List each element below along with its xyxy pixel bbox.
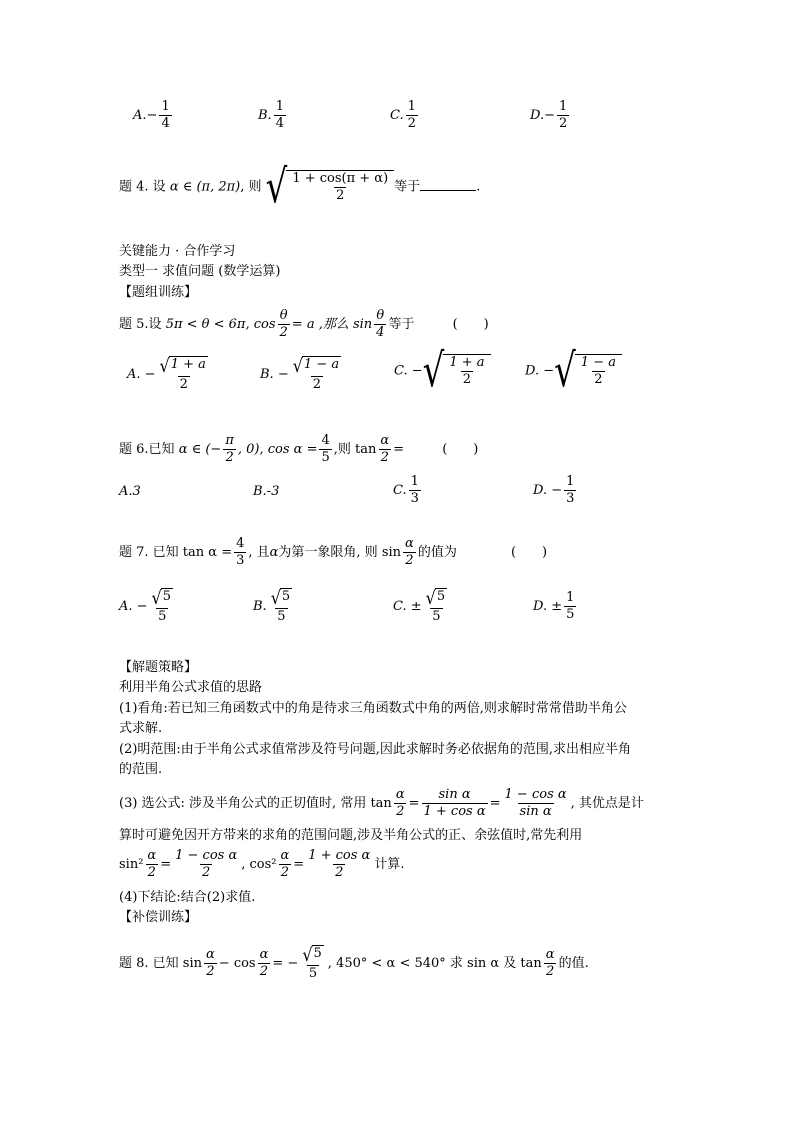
question-8: 题 8. 已知 sin $\frac{\alpha}{2}$ − cos $\frac{\alpha}{2}$ = − √ 5 5 , 450° < α < 540° 求 sin α 及 tan $\frac{\alpha}{2}$ 的值. xyxy=(119,943,589,981)
group-practice-heading: 【题组训练】 xyxy=(119,285,198,300)
strategy-point-1: (1)看角:若已知三角函数式中的角是待求三角函数式中角的两倍,则求解时常常借助半角公 xyxy=(119,701,627,716)
supplement-heading: 【补偿训练】 xyxy=(119,910,198,925)
strategy-point-2-cont: 的范围. xyxy=(119,762,163,777)
strategy-heading: 【解题策略】 xyxy=(119,660,198,675)
answer-blank[interactable] xyxy=(420,178,476,191)
type-one-heading: 类型一 求值问题 (数学运算) xyxy=(119,264,281,279)
sqrt-symbol: √ $\frac{1 + \cos(\pi + \alpha)}{2}$ xyxy=(266,170,395,204)
section-heading: 关键能力 · 合作学习 xyxy=(119,244,236,259)
q6-option-d: D. − $\frac{1}{3}$ xyxy=(533,474,575,506)
q5-option-b: B. − √ 1 − a 2 xyxy=(260,354,340,392)
strategy-point-4: (4)下结论:结合(2)求值. xyxy=(119,890,256,905)
strategy-point-1-cont: 式求解. xyxy=(119,721,163,736)
q5-option-c: C. − √ $\frac{1 + a}{2}$ xyxy=(394,354,491,388)
q3-option-d: D.− $\frac{1}{2}$ xyxy=(530,99,568,131)
q6-option-c: C. $\frac{1}{3}$ xyxy=(393,474,419,506)
strategy-point-3: (3) 选公式: 涉及半角公式的正切值时, 常用 tan $\frac{\alpha}{2}$ = $\frac{\text{sin α}}{\text{1 + cos α}}$ = $\frac{\text{1 − cos α}}{\text{sin α}}$ , 其优点是计 xyxy=(119,787,644,819)
question-7: 题 7. 已知 tan α = $\frac{4}{3}$ , 且α为第一象限角, 则 sin $\frac{\alpha}{2}$ 的值为 ( ) xyxy=(119,536,548,568)
q6-option-a: A.3 xyxy=(119,484,141,499)
strategy-title: 利用半角公式求值的思路 xyxy=(119,680,263,695)
q5-option-a: A. − √ 1 + a 2 xyxy=(127,354,206,392)
q5-option-d: D. − √ $\frac{1 - a}{2}$ xyxy=(525,354,622,388)
strategy-point-3-formulas: sin² $\frac{\alpha}{2}$ = $\frac{\text{1 − cos α}}{2}$ , cos² $\frac{\alpha}{2}$ = $\frac{\text{1 + cos α}}{2}$ 计算. xyxy=(119,848,405,880)
question-4: 题 4. 设 α ∈ (π, 2π), 则 √ $\frac{1 + \cos(\pi + \alpha)}{2}$ 等于 . xyxy=(119,160,481,214)
question-6: 题 6.已知 α ∈ (− $\frac{\pi}{2}$ , 0), cos α = $\frac{4}{5}$ ,则 tan $\frac{\alpha}{2}$ = ( ) xyxy=(119,433,479,465)
q3-option-a: A.− $\frac{1}{4}$ xyxy=(133,99,170,131)
q3-option-c: C. $\frac{1}{2}$ xyxy=(390,99,416,131)
q7-option-a: A. − √ 5 5 xyxy=(119,586,172,624)
strategy-point-3-cont: 算时可避免因开方带来的求角的范围问题,涉及半角公式的正、余弦值时,常先利用 xyxy=(119,828,583,843)
q7-option-c: C. ± √ 5 5 xyxy=(393,586,446,624)
strategy-point-2: (2)明范围:由于半角公式求值常涉及符号问题,因此求解时务必依据角的范围,求出相应半角 xyxy=(119,742,632,757)
question-5: 题 5.设 5π < θ < 6π, cos $\frac{\theta}{2}$ = a ,那么 sin $\frac{\theta}{4}$ 等于 ( ) xyxy=(119,308,489,340)
q6-option-b: B.-3 xyxy=(253,484,280,499)
q3-option-b: B. $\frac{1}{4}$ xyxy=(258,99,284,131)
q7-option-d: D. ± $\frac{1}{5}$ xyxy=(533,590,575,622)
q7-option-b: B. √ 5 5 xyxy=(253,586,291,624)
